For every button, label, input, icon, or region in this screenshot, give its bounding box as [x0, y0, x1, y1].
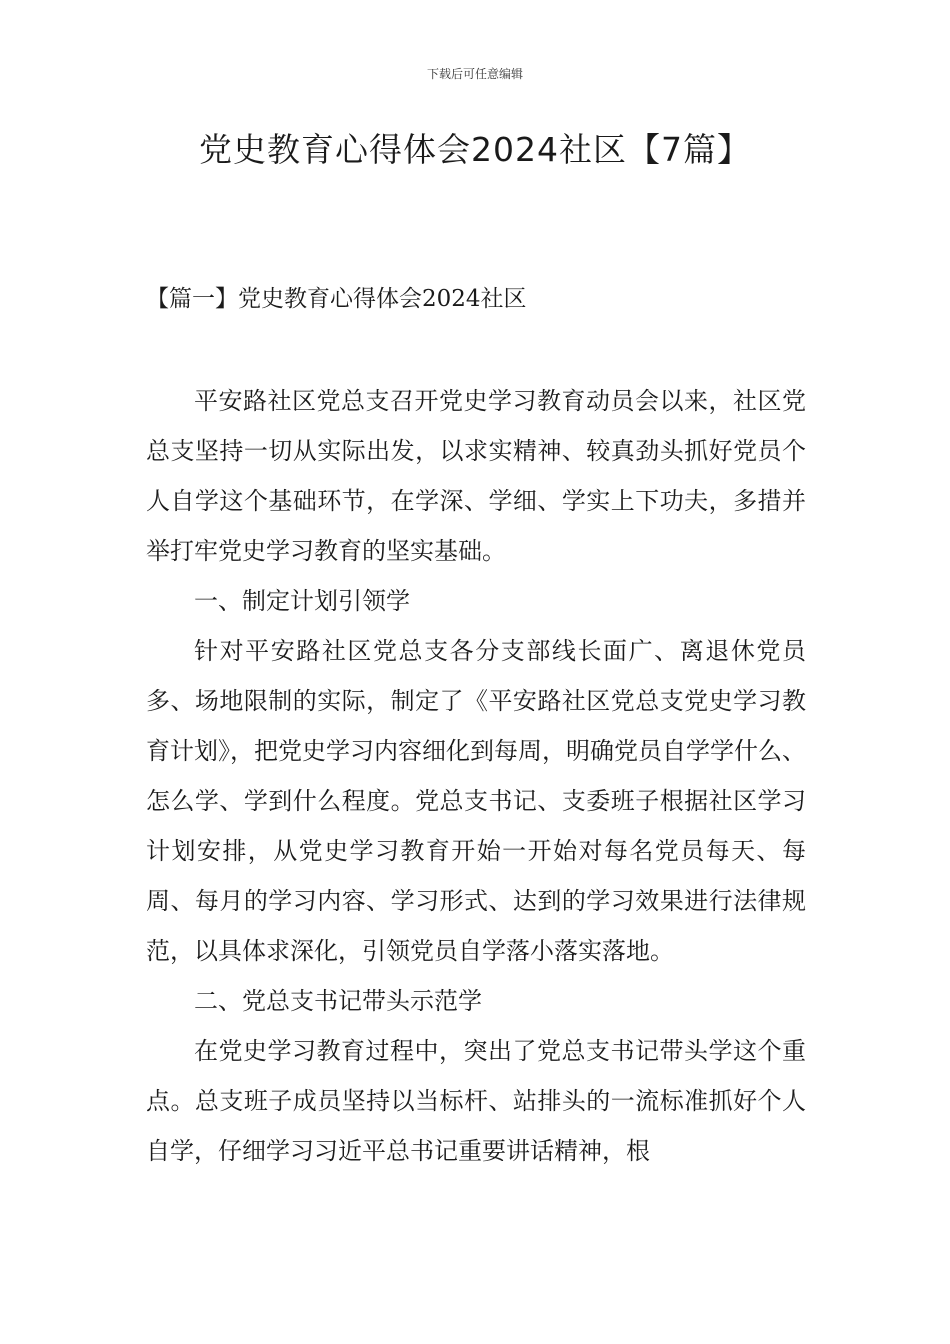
subheading-plan: 一、制定计划引领学 [194, 587, 410, 615]
body-paragraph: 针对平安路社区党总支各分支部线长面广、离退休党员多、场地限制的实际，制定了《平安路社区党总支党史学习教育计划》，把党史学习内容细化到每周，明确党员自学学什么、怎么学、学到什么程度。党总支书记、支委班子根据社区学习计划安排，从党史学习教育开始一开始对每名党员每天、每周、每月的学习内容、学习形式、达到的学习效果进行法律规范，以具体求深化，引领党员自学落小落实落地。 [146, 637, 806, 965]
subheading-leader: 二、党总支书记带头示范学 [194, 987, 482, 1015]
document-body [146, 376, 806, 1176]
body-paragraph: 平安路社区党总支召开党史学习教育动员会以来，社区党总支坚持一切从实际出发，以求实精神、较真劲头抓好党员个人自学这个基础环节，在学深、学细、学实上下功夫，多措并举打牢党史学习教育的坚实基础。 [146, 387, 806, 565]
document-title: 党史教育心得体会2024社区【7篇】 [199, 130, 751, 169]
body-paragraph: 在党史学习教育过程中，突出了党总支书记带头学这个重点。总支班子成员坚持以当标杆、站排头的一流标准抓好个人自学，仔细学习习近平总书记重要讲话精神，根 [146, 1037, 806, 1165]
header-note: 下载后可任意编辑 [426, 67, 523, 81]
section-heading: 【篇一】党史教育心得体会2024社区 [146, 286, 527, 312]
